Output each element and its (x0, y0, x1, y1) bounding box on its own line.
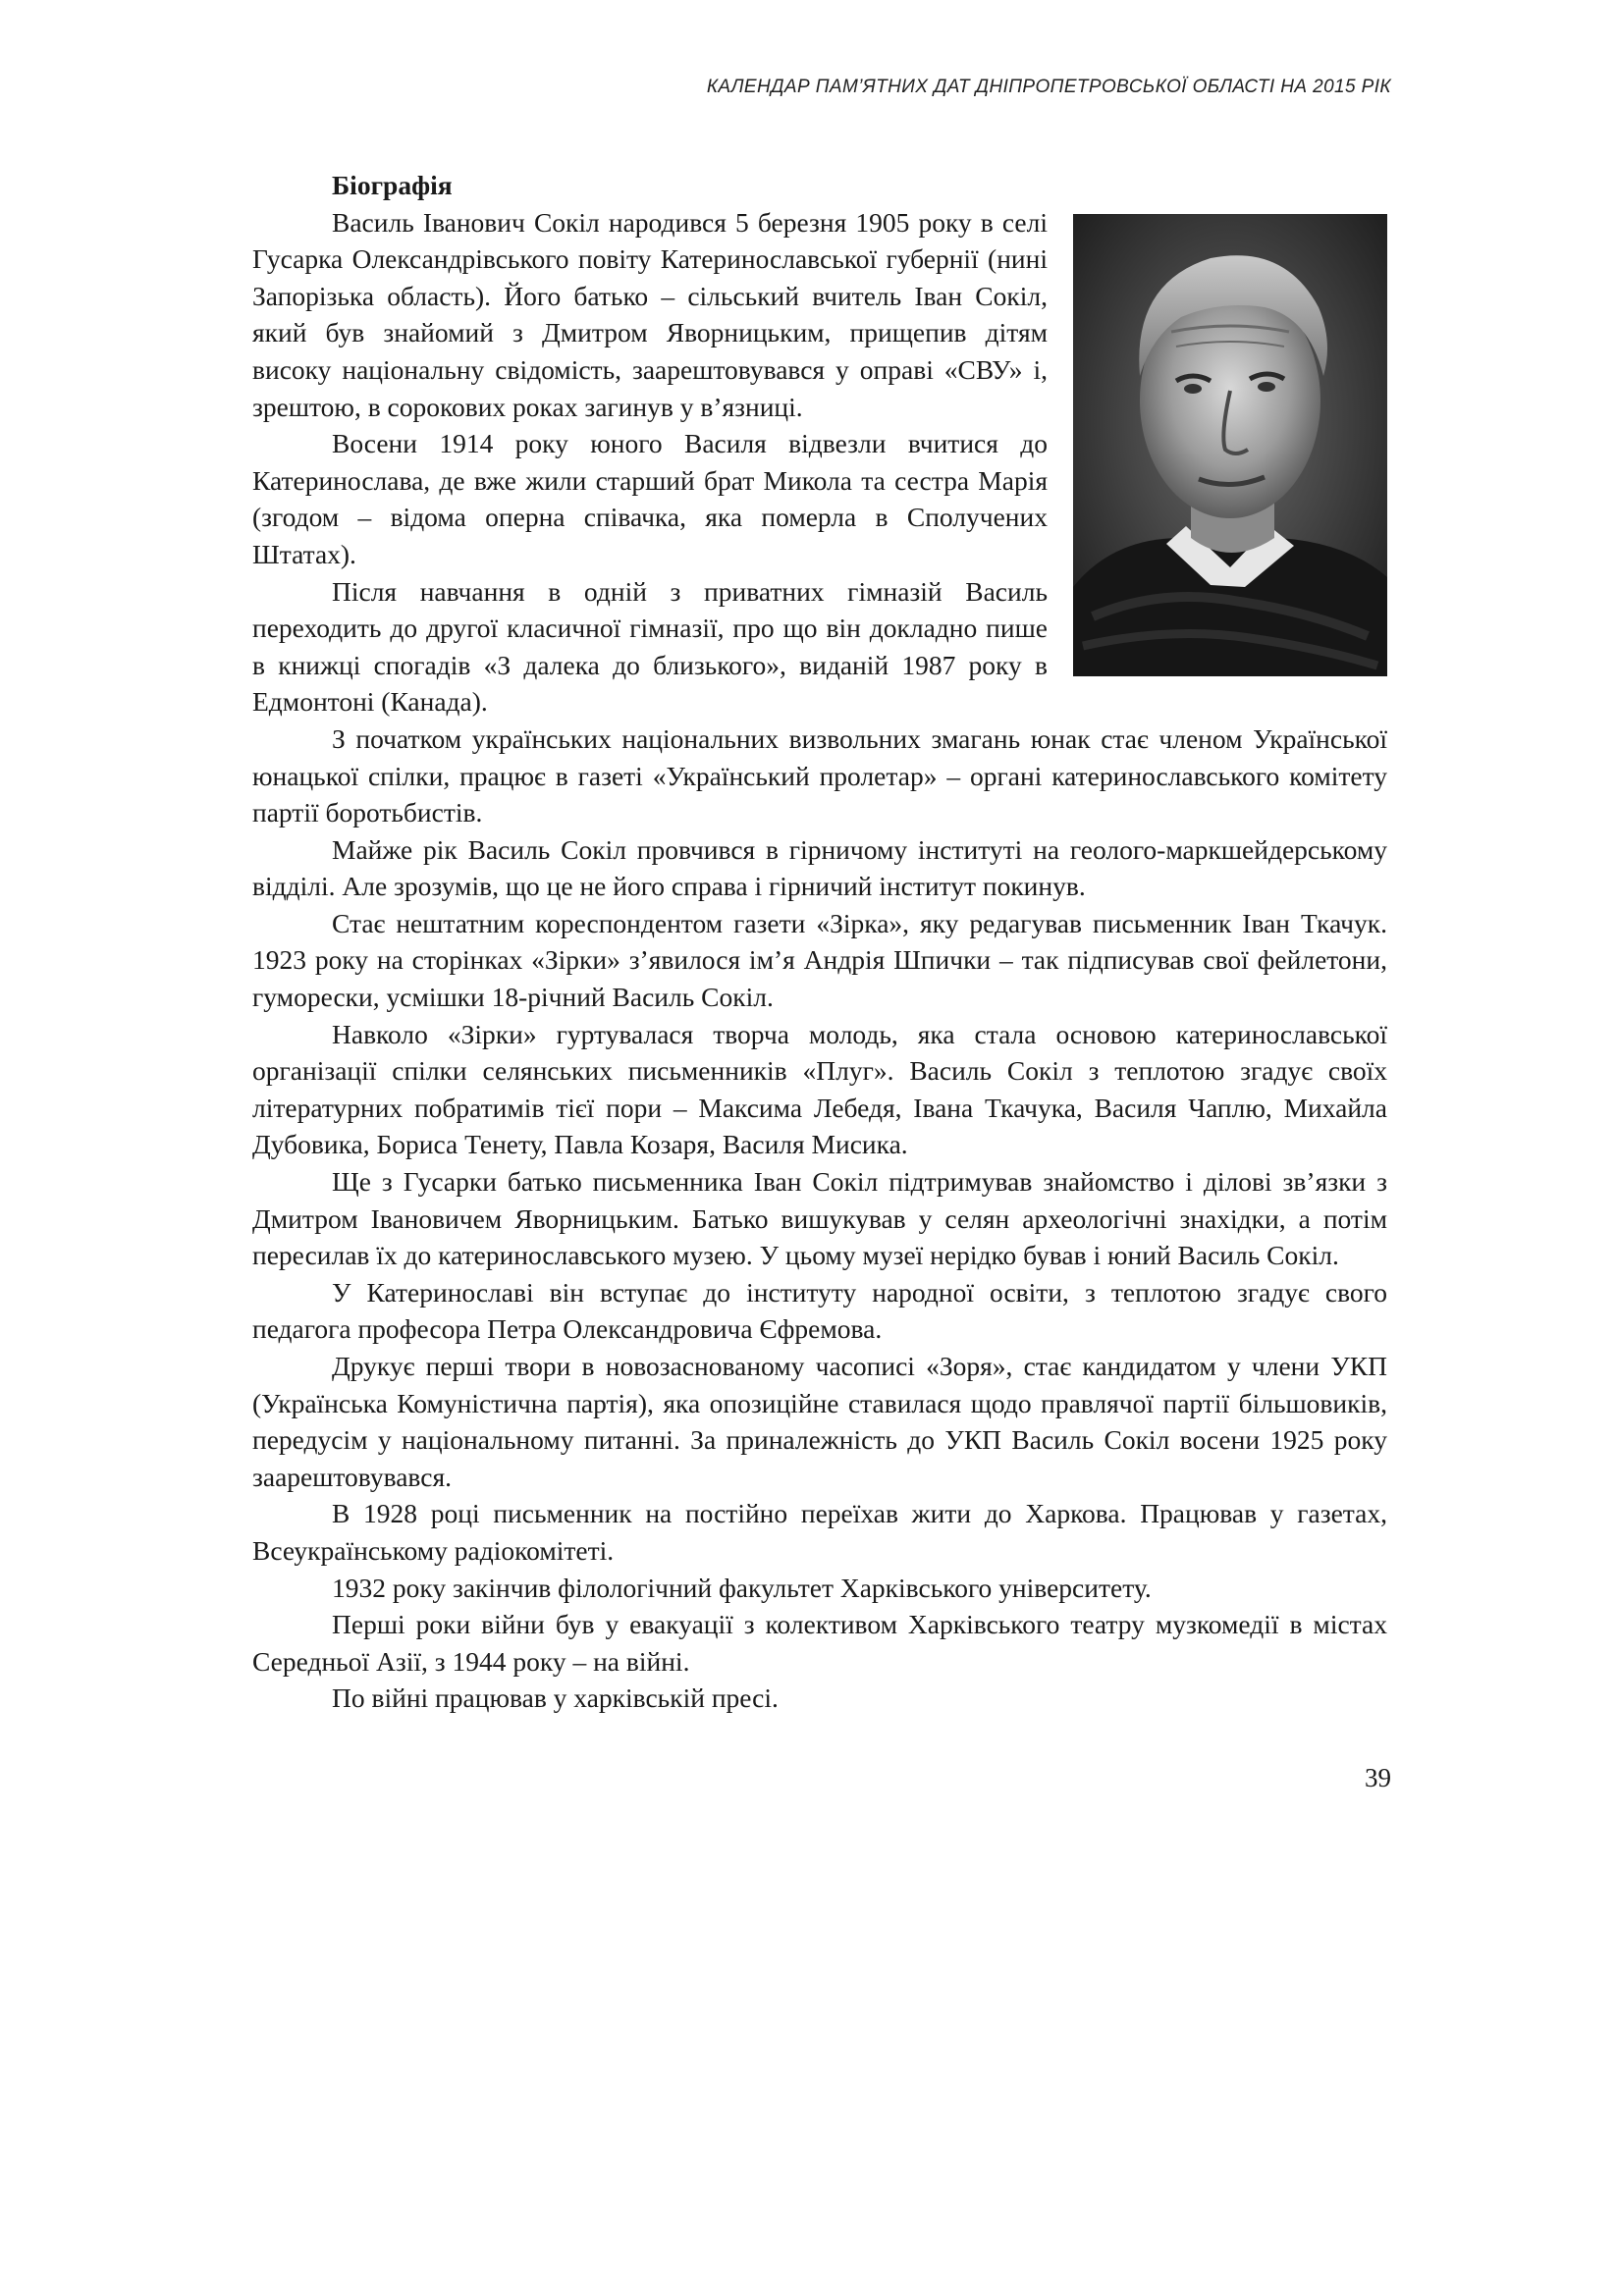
paragraph: По війні працював у харківській пресі. (332, 1682, 779, 1714)
paragraph: Василь Іванович Сокіл народився 5 березня 1905 року в селі Гусарка Олександрівського повіту Катеринославської губернії (нині Запорізька область). Його батько – сільський вчитель Іван Сокіл, який був знайомий з Дмитром Яворницьким, прищепив дітям високу національну свідомість, заарештовувався у оправі «СВУ» і, зрештою, в сорокових роках загинув у в’язниці. (252, 206, 1048, 422)
paragraph: 1932 року закінчив філологічний факультет Харківського університету. (332, 1572, 1152, 1603)
paragraph: Ще з Гусарки батько письменника Іван Сокіл підтримував знайомство і ділові зв’язки з Дмитром Івановичем Яворницьким. Батько вишукував у селян археологічні знахідки, а потім пересилав їх до катеринославського музею. У цьому музеї нерідко бував і юний Василь Сокіл. (252, 1166, 1387, 1271)
paragraph: У Катеринославі він вступає до інституту народної освіти, з теплотою згадує свого педагога професора Петра Олександровича Єфремова. (252, 1276, 1387, 1345)
paragraph: Стає нештатним кореспондентом газети «Зірка», яку редагував письменник Іван Ткачук. 1923 року на сторінках «Зірки» з’явилося ім’я Андрія Шпички – так підписував свої фейлетони, гуморески, усмішки 18-річний Василь Сокіл. (252, 907, 1387, 1013)
paragraph: Навколо «Зірки» гуртувалася творча молодь, яка стала основою катеринославської організації спілки селянських письменників «Плуг». Василь Сокіл з теплотою згадує своїх літературних побратимів тієї пори – Максима Лебедя, Івана Ткачука, Василя Чаплю, Михайла Дубовика, Бориса Тенету, Павла Козаря, Василя Мисика. (252, 1018, 1387, 1160)
page-number: 39 (1365, 1763, 1391, 1792)
paragraph: З початком українських національних визвольних змагань юнак стає членом Української юнацької спілки, працює в газеті «Український пролетар» – органі катеринославського комітету партії боротьбистів. (252, 722, 1387, 828)
portrait-photo (1073, 214, 1387, 676)
paragraph: Друкує перші твори в новозаснованому часописі «Зоря», стає кандидатом у члени УКП (Українська Комуністична партія), яка опозиційне ставилася щодо правлячої партії більшовиків, передусім у національному питанні. За приналежність до УКП Василь Сокіл восени 1925 року заарештовувався. (252, 1351, 1387, 1492)
section-title: Біографія (332, 170, 453, 200)
paragraph: Восени 1914 року юного Василя відвезли вчитися до Катеринослава, де вже жили старший брат Микола та сестра Марія (згодом – відома оперна співачка, яка померла в Сполучених Штатах). (252, 428, 1048, 569)
portrait-icon (1073, 214, 1387, 676)
article-body (252, 167, 1387, 1717)
paragraph: В 1928 році письменник на постійно переїхав жити до Харкова. Працював у газетах, Всеукраїнському радіокомітеті. (252, 1498, 1387, 1566)
paragraph: Після навчання в одній з приватних гімназій Василь переходить до другої класичної гімназії, про що він докладно пише в книжці спогадів «З далека до близького», виданій 1987 року в Едмонтоні (Канада). (252, 575, 1048, 718)
running-header: КАЛЕНДАР ПАМ’ЯТНИХ ДАТ ДНІПРОПЕТРОВСЬКОЇ ОБЛАСТІ НА 2015 РІК (706, 77, 1391, 97)
paragraph: Майже рік Василь Сокіл провчився в гірничому інституті на геолого-маркшейдерському відділі. Але зрозумів, що це не його справа і гірничий інститут покинув. (252, 833, 1387, 902)
paragraph: Перші роки війни був у евакуації з колективом Харківського театру музкомедії в містах Середньої Азії, з 1944 року – на війні. (252, 1609, 1387, 1677)
